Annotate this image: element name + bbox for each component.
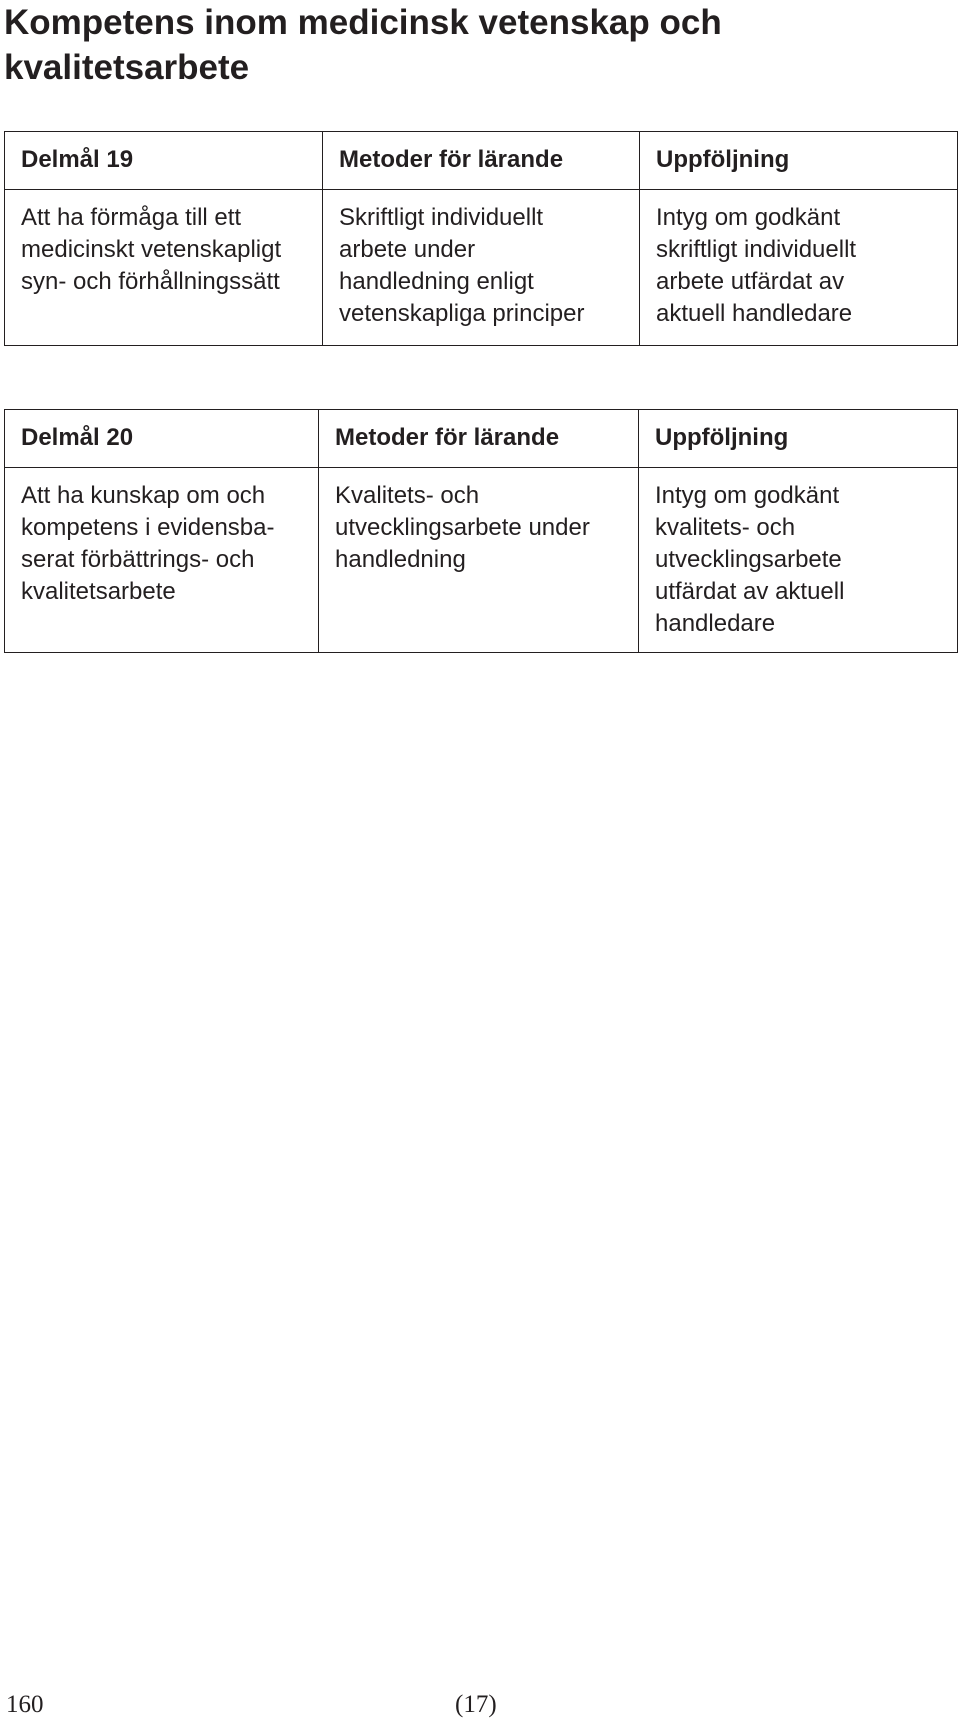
cell-line: utvecklingsarbete under <box>335 514 590 541</box>
page-number: 160 <box>6 1691 44 1718</box>
header-methods: Metoder för lärande <box>323 132 640 190</box>
cell-followup <box>640 190 958 346</box>
cell-line: kvalitetsarbete <box>21 578 176 605</box>
cell-line: Skriftligt individuellt <box>339 204 544 231</box>
cell-line: Att ha kunskap om och <box>21 482 266 509</box>
cell-line: Intyg om godkänt <box>656 204 841 231</box>
header-followup: Uppföljning <box>640 132 958 190</box>
cell-line: handledare <box>655 610 776 637</box>
cell-methods <box>323 190 640 346</box>
table-header-row <box>5 132 958 190</box>
cell-line: kvalitets- och <box>655 514 796 541</box>
cell-line: skriftligt individuellt <box>656 236 857 263</box>
cell-line: kompetens i evidensba- <box>21 514 275 541</box>
cell-line: Att ha förmåga till ett <box>21 204 242 231</box>
cell-line: arbete utfärdat av <box>656 268 845 295</box>
cell-line: serat förbättrings- och <box>21 546 255 573</box>
header-goal: Delmål 19 <box>5 132 323 190</box>
cell-line: vetenskapliga principer <box>339 300 585 327</box>
cell-line: handledning <box>335 546 466 573</box>
header-goal: Delmål 20 <box>5 410 319 468</box>
cell-line: aktuell handledare <box>656 300 853 327</box>
footer-reference: (17) <box>455 1691 497 1718</box>
cell-line: syn- och förhållningssätt <box>21 268 280 295</box>
table-header-row <box>5 410 958 468</box>
goal-table-20 <box>4 409 958 653</box>
cell-line: utvecklingsarbete <box>655 546 842 573</box>
cell-followup <box>639 468 958 653</box>
cell-line: medicinskt vetenskapligt <box>21 236 282 263</box>
goal-table-19 <box>4 131 958 346</box>
cell-line: Kvalitets- och <box>335 482 480 509</box>
page-footer <box>0 1690 960 1720</box>
header-followup: Uppföljning <box>639 410 958 468</box>
cell-line: utfärdat av aktuell <box>655 578 845 605</box>
cell-line: arbete under <box>339 236 476 263</box>
table-row <box>5 190 958 346</box>
page-title: Kompetens inom medicinsk vetenskap och kvalitetsarbete <box>4 3 722 87</box>
cell-goal <box>5 468 319 653</box>
cell-goal <box>5 190 323 346</box>
cell-line: handledning enligt <box>339 268 534 295</box>
cell-line: Intyg om godkänt <box>655 482 840 509</box>
cell-methods <box>319 468 639 653</box>
header-methods: Metoder för lärande <box>319 410 639 468</box>
table-row <box>5 468 958 653</box>
